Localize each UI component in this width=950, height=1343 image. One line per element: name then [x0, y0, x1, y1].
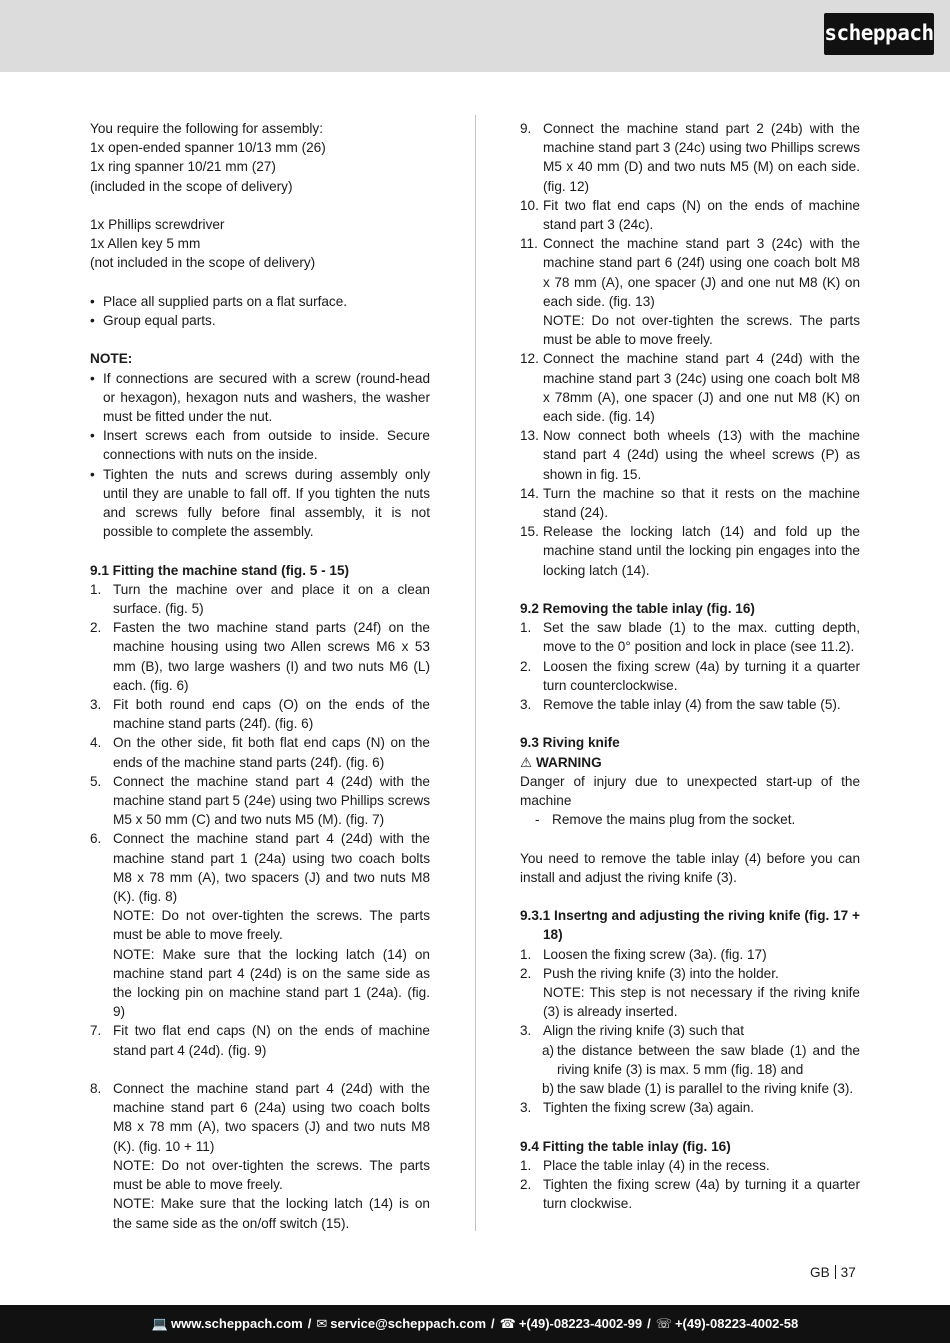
column-divider	[475, 115, 476, 1231]
phone-number: +(49)-08223-4002-99	[518, 1316, 643, 1332]
footer-bar: 💻 www.scheppach.com / ✉ service@scheppach.com / ☎ +(49)-08223-4002-99 / ☏ +(49)-08223-4002-58	[0, 1305, 950, 1343]
list-item: • Place all supplied parts on a flat surface.	[90, 293, 348, 309]
step-note: NOTE: This step is not necessary if the riving knife (3) is already inserted.	[543, 985, 860, 1020]
list-item: 1. Loosen the fixing screw (3a). (fig. 17)	[520, 946, 767, 962]
list-item: 4. On the other side, fit both flat end caps (N) on the ends of the machine stand parts (24f). (fig. 6)	[90, 735, 430, 770]
list-item: 13. Now connect both wheels (13) with the machine stand part 4 (24d) using the wheel screws (P) as shown in fig. 15.	[520, 428, 860, 482]
note-heading: NOTE:	[90, 351, 133, 367]
section-heading: 9.3.1 Insertng and adjusting the riving knife (fig. 17 + 18)	[520, 908, 860, 943]
list-item: • Tighten the nuts and screws during assembly only until they are unable to fall off. If you tighten the nuts and screws fully before final assembly, it is not possible to complete the assembly.	[90, 466, 430, 540]
paragraph: You need to remove the table inlay (4) before you can install and adjust the riving knife (3).	[520, 850, 860, 885]
section-heading: 9.2 Removing the table inlay (fig. 16)	[520, 601, 755, 617]
list-item: 14. Turn the machine so that it rests on the machine stand (24).	[520, 485, 860, 521]
list-item: 2. Push the riving knife (3) into the holder. NOTE: This step is not necessary if the riving knife (3) is already inserted.	[520, 964, 860, 1022]
warning-icon: ⚠	[520, 754, 533, 770]
list-item: 2. Fasten the two machine stand parts (24f) on the machine housing using two Allen screws M6 x 53 mm (B), two large washers (I) and two nuts M6 (L) each. (fig. 6)	[90, 620, 430, 693]
email-link[interactable]: service@scheppach.com	[330, 1316, 487, 1332]
list-item: 8. Connect the machine stand part 4 (24d) with the machine stand part 6 (24a) using two coach bolts M8 x 78 mm (A), two spacers (J) and two nuts M8 (K). (fig. 10 + 11) NOTE: Do not over-tighten the screws. The parts must be able to move freely. NOTE: Make sure that the locking latch (14) is on the same side as the on/off switch (15).	[90, 1079, 430, 1233]
tools-line: (not included in the scope of delivery)	[90, 255, 316, 271]
warning-heading: ⚠ WARNING	[520, 754, 602, 770]
list-item: - Remove the mains plug from the socket.	[535, 812, 796, 828]
step-note: NOTE: Do not over-tighten the screws. The parts must be able to move freely.	[113, 908, 430, 943]
intro-line: You require the following for assembly:	[90, 121, 323, 136]
tools-line: 1x Phillips screwdriver	[90, 217, 225, 232]
section-heading: 9.4 Fitting the table inlay (fig. 16)	[520, 1138, 731, 1154]
tools-line: 1x Allen key 5 mm	[90, 236, 201, 252]
list-item: • Group equal parts.	[90, 313, 216, 328]
step-note: NOTE: Make sure that the locking latch (14) on machine stand part 4 (24d) is on the same side as the locking pin on machine stand part 1 (24a). (fig. 9)	[113, 946, 430, 1020]
list-item: 9. Connect the machine stand part 2 (24b) with the machine stand part 3 (24c) using two Phillips screws M5 x 40 mm (D) and two nuts M5 (M) on each side. (fig. 12)	[520, 121, 860, 194]
step-note: NOTE: Do not over-tighten the screws. The parts must be able to move freely.	[543, 313, 860, 348]
computer-icon: 💻	[151, 1316, 168, 1332]
list-item: 2. Tighten the fixing screw (4a) by turning it a quarter turn clockwise.	[520, 1177, 860, 1212]
intro-line: (included in the scope of delivery)	[90, 178, 293, 194]
mail-icon: ✉	[316, 1316, 328, 1332]
list-item: 3. Fit both round end caps (O) on the ends of the machine stand parts (24f). (fig. 6)	[90, 697, 430, 732]
step-note: NOTE: Make sure that the locking latch (14) is on the same side as the on/off switch (15).	[113, 1196, 430, 1231]
intro-line: 1x open-ended spanner 10/13 mm (26)	[90, 140, 326, 156]
list-item: 3. Remove the table inlay (4) from the saw table (5).	[520, 697, 841, 713]
list-item: 3. Tighten the fixing screw (3a) again.	[520, 1100, 755, 1116]
list-item: 12. Connect the machine stand part 4 (24d) with the machine stand part 3 (24c) using one coach bolt M8 x 78mm (A), one spacer (J) and one nut M8 (K) on each side. (fig. 14)	[520, 351, 860, 425]
list-item: a) the distance between the saw blade (1) and the riving knife (3) is max. 5 mm (fig. 18) and	[542, 1042, 860, 1077]
list-item: 10. Fit two flat end caps (N) on the ends of machine stand part 3 (24c).	[520, 197, 860, 233]
list-item: b) the saw blade (1) is parallel to the riving knife (3).	[542, 1081, 854, 1097]
list-item: 7. Fit two flat end caps (N) on the ends of machine stand part 4 (24d). (fig. 9)	[90, 1023, 430, 1058]
list-item: 3. Align the riving knife (3) such that	[520, 1023, 744, 1039]
website-link[interactable]: www.scheppach.com	[170, 1316, 303, 1332]
list-item: 6. Connect the machine stand part 4 (24d) with the machine stand part 1 (24a) using two coach bolts M8 x 78 mm (A), two spacers (J) and two nuts M8 (K). (fig. 8) NOTE: Do not over-tighten the screws. The parts must be able to move freely. NOTE: Make sure that the locking latch (14) on machine stand part 4 (24d) is on the same side as the locking pin on machine stand part 1 (24a). (fig. 9)	[90, 829, 430, 1021]
page-number: GB 37	[810, 1265, 856, 1280]
list-item: 15. Release the locking latch (14) and fold up the machine stand until the locking pin engages into the locking latch (14).	[520, 524, 860, 578]
fax-number: +(49)-08223-4002-58	[674, 1316, 799, 1332]
list-item: 1. Place the table inlay (4) in the recess.	[520, 1157, 770, 1173]
list-item: 5. Connect the machine stand part 4 (24d) with the machine stand part 5 (24e) using two Phillips screws M5 x 50 mm (C) and two nuts M5 (M). (fig. 7)	[90, 773, 430, 828]
scheppach-logo: scheppach	[824, 13, 934, 55]
list-item: 11. Connect the machine stand part 3 (24c) with the machine stand part 6 (24f) using one coach bolt M8 x 78 mm (A), one spacer (J) and one nut M8 (K) on each side. (fig. 13) NOTE: Do not over-tighten the screws. The parts must be able to move freely.	[520, 234, 860, 349]
list-item: • Insert screws each from outside to inside. Secure connections with nuts on the inside.	[90, 428, 430, 463]
intro-line: 1x ring spanner 10/21 mm (27)	[90, 159, 276, 175]
list-item: 2. Loosen the fixing screw (4a) by turning it a quarter turn counterclockwise.	[520, 658, 860, 693]
left-column	[90, 119, 430, 1233]
fax-icon: ☏	[655, 1316, 672, 1332]
right-column	[520, 119, 860, 1214]
list-item: • If connections are secured with a screw (round-head or hexagon), hexagon nuts and washers, the washer must be fitted under the nut.	[90, 370, 430, 424]
step-note: NOTE: Do not over-tighten the screws. The parts must be able to move freely.	[113, 1157, 430, 1193]
section-heading: 9.1 Fitting the machine stand (fig. 5 - 15)	[90, 562, 350, 578]
phone-icon: ☎	[499, 1316, 516, 1332]
warning-text: Danger of injury due to unexpected start-up of the machine	[520, 773, 860, 809]
section-heading: 9.3 Riving knife	[520, 735, 620, 751]
header-band	[0, 0, 950, 72]
list-item: 1. Turn the machine over and place it on a clean surface. (fig. 5)	[90, 581, 430, 617]
list-item: 1. Set the saw blade (1) to the max. cutting depth, move to the 0° position and lock in place (see 11.2).	[520, 620, 860, 655]
